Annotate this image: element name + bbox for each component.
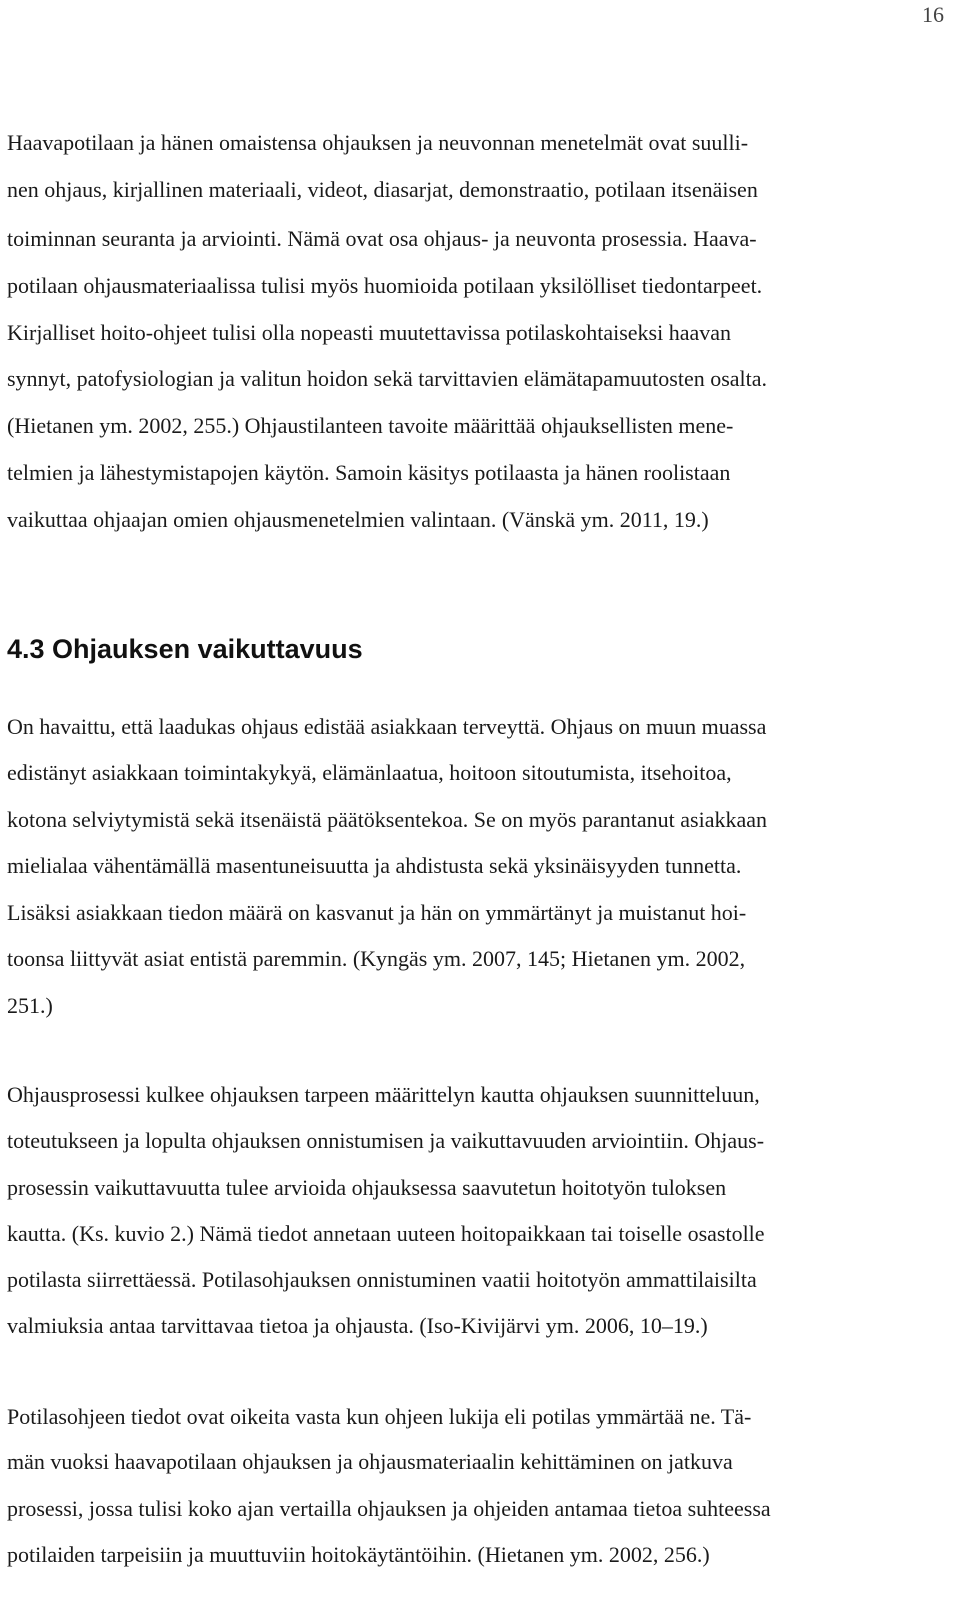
text-line: valmiuksia antaa tarvittavaa tietoa ja ohjausta. (Iso-Kivijärvi ym. 2006, 10–19.) <box>7 1313 708 1338</box>
text-line: mielialaa vähentämällä masentuneisuutta ja ahdistusta sekä yksinäisyyden tunnetta. <box>7 853 742 878</box>
text-line: män vuoksi haavapotilaan ohjauksen ja ohjausmateriaalin kehittäminen on jatkuva <box>7 1449 733 1474</box>
text-line: prosessi, jossa tulisi koko ajan vertailla ohjauksen ja ohjeiden antamaa tietoa suhteessa <box>7 1496 771 1521</box>
text-line: toonsa liittyvät asiat entistä paremmin. (Kyngäs ym. 2007, 145; Hietanen ym. 2002, <box>7 946 746 971</box>
text-line: potilaiden tarpeisiin ja muuttuviin hoitokäytäntöihin. (Hietanen ym. 2002, 256.) <box>7 1542 710 1567</box>
text-line: Haavapotilaan ja hänen omaistensa ohjauksen ja neuvonnan menetelmät ovat suulli- <box>7 130 749 155</box>
text-line: Kirjalliset hoito-ohjeet tulisi olla nopeasti muutettavissa potilaskohtaiseksi haavan <box>7 320 732 345</box>
text-line: (Hietanen ym. 2002, 255.) Ohjaustilanteen tavoite määrittää ohjauksellisten mene- <box>7 413 734 438</box>
text-line: vaikuttaa ohjaajan omien ohjausmenetelmien valintaan. (Vänskä ym. 2011, 19.) <box>7 507 709 532</box>
text-line: nen ohjaus, kirjallinen materiaali, videot, diasarjat, demonstraatio, potilaan itsenäisen <box>7 177 758 202</box>
text-line: toteutukseen ja lopulta ohjauksen onnistumisen ja vaikuttavuuden arviointiin. Ohjaus- <box>7 1128 765 1153</box>
text-line: synnyt, patofysiologian ja valitun hoidon sekä tarvittavien elämätapamuutosten osalta. <box>7 366 768 391</box>
text-line: 251.) <box>7 993 53 1018</box>
text-line: Ohjausprosessi kulkee ohjauksen tarpeen määrittelyn kautta ohjauksen suunnitteluun, <box>7 1082 760 1107</box>
text-line: Lisäksi asiakkaan tiedon määrä on kasvanut ja hän on ymmärtänyt ja muistanut hoi- <box>7 900 747 925</box>
text-line: potilaan ohjausmateriaalissa tulisi myös huomioida potilaan yksilölliset tiedontarpeet. <box>7 273 763 298</box>
text-line: toiminnan seuranta ja arviointi. Nämä ovat osa ohjaus- ja neuvonta prosessia. Haava- <box>7 226 757 251</box>
section-heading: 4.3 Ohjauksen vaikuttavuus <box>7 634 363 664</box>
text-line: On havaittu, että laadukas ohjaus edistää asiakkaan terveyttä. Ohjaus on muun muassa <box>7 714 767 739</box>
text-line: potilasta siirrettäessä. Potilasohjauksen onnistuminen vaatii hoitotyön ammattilaisilta <box>7 1267 757 1292</box>
text-line: telmien ja lähestymistapojen käytön. Samoin käsitys potilaasta ja hänen roolistaan <box>7 460 731 485</box>
text-line: Potilasohjeen tiedot ovat oikeita vasta kun ohjeen lukija eli potilas ymmärtää ne. Tä- <box>7 1404 752 1429</box>
page-number: 16 <box>922 2 944 27</box>
text-line: kotona selviytymistä sekä itsenäistä päätöksentekoa. Se on myös parantanut asiakkaan <box>7 807 768 832</box>
text-line: edistänyt asiakkaan toimintakykyä, elämänlaatua, hoitoon sitoutumista, itsehoitoa, <box>7 760 732 785</box>
text-line: kautta. (Ks. kuvio 2.) Nämä tiedot annetaan uuteen hoitopaikkaan tai toiselle osastolle <box>7 1221 765 1246</box>
text-line: prosessin vaikuttavuutta tulee arvioida ohjauksessa saavutetun hoitotyön tuloksen <box>7 1175 727 1200</box>
